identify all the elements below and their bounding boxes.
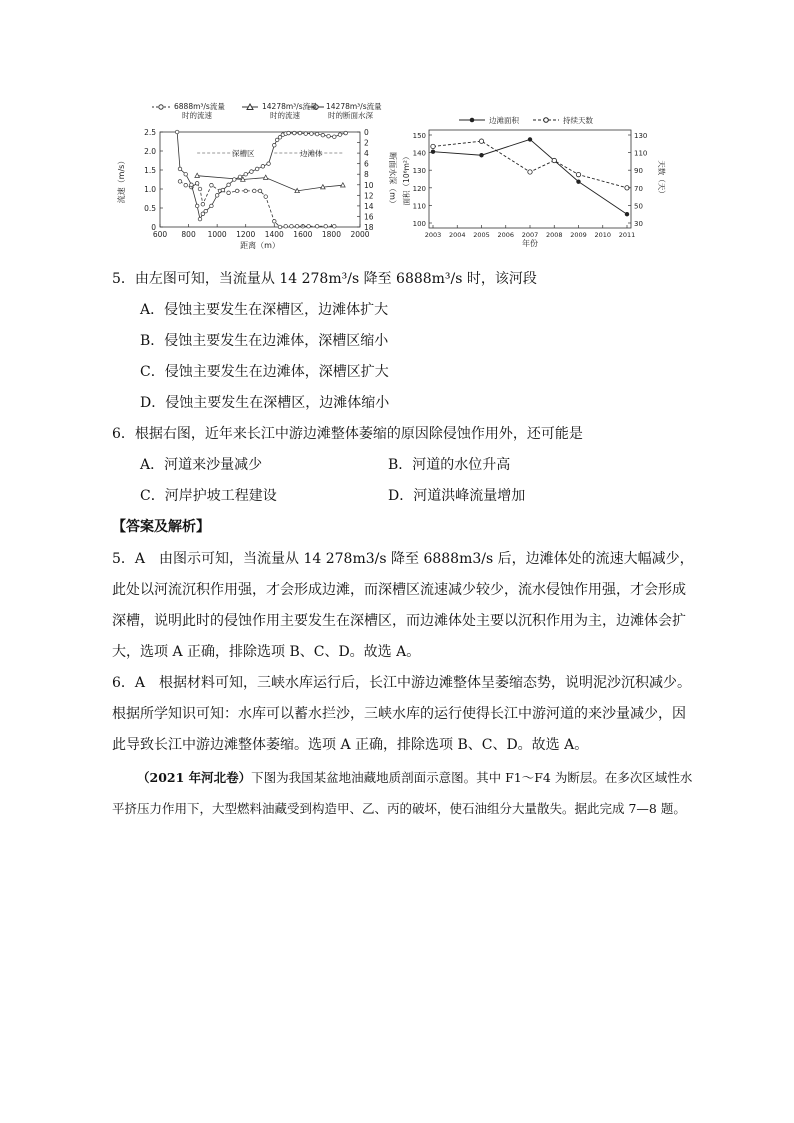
x-tick-label: 2003 <box>424 231 442 239</box>
point-flow-6888 <box>195 182 199 186</box>
y2-tick-label: 10 <box>364 180 374 190</box>
source-label: （2021 年河北卷） <box>137 770 252 785</box>
y2-tick-label: 4 <box>364 149 369 159</box>
y-tick-label: 130 <box>412 167 426 176</box>
point-depth-14278 <box>175 130 179 134</box>
point-area <box>479 153 483 157</box>
y2-tick-label: 90 <box>634 167 643 176</box>
point-days <box>576 172 580 176</box>
right-y2-label: 天数（天） <box>657 160 666 198</box>
legend-line-2: 时的断面水深 <box>328 111 373 120</box>
point-flow-6888 <box>315 224 319 228</box>
point-flow-6888 <box>307 224 311 228</box>
point-flow-6888 <box>184 183 188 187</box>
left-chart-svg <box>112 100 402 250</box>
y2-tick-label: 50 <box>634 202 643 211</box>
left-y2-label: 断面水深（m） <box>388 152 397 208</box>
y-tick-label: 140 <box>412 149 426 158</box>
point-depth-14278 <box>287 131 291 135</box>
point-flow-6888 <box>227 191 231 195</box>
x-tick-label: 1200 <box>236 230 256 239</box>
region-label-deep-trough: 深槽区 <box>232 149 255 158</box>
left-chart <box>112 100 402 250</box>
left-x-label: 距离（m） <box>240 241 280 250</box>
x-tick-label: 600 <box>152 230 168 239</box>
point-flow-6888 <box>244 189 248 193</box>
x-tick-label: 2006 <box>497 231 515 239</box>
point-depth-14278 <box>190 183 194 187</box>
point-depth-14278 <box>298 131 302 135</box>
point-depth-14278 <box>255 167 259 171</box>
answer-6: 6．A 根据材料可知，三峡水库运行后，长江中游边滩整体呈萎缩态势，说明泥沙沉积减少。根据所学知识可知：水库可以蓄水拦沙，三峡水库的运行使得长江中游河道的来沙量减少，因此导致长江中游边滩整体萎缩。选项 A 正确，排除选项 B、C、D。故选 A。 <box>112 675 692 753</box>
y2-tick-label: 8 <box>364 170 369 180</box>
point-flow-6888 <box>235 189 239 193</box>
point-flow-6888 <box>210 183 214 187</box>
y2-tick-label: 18 <box>364 223 374 232</box>
legend-line-2: 时的流速 <box>270 111 300 120</box>
point-flow-6888 <box>272 220 276 224</box>
q6-stem: 6．根据右图，近年来长江中游边滩整体萎缩的原因除侵蚀作用外，还可能是 <box>112 426 583 442</box>
point-days <box>552 158 556 162</box>
point-flow-6888 <box>198 187 202 191</box>
point-flow-6888 <box>178 180 182 184</box>
right-y-label: 面积（10⁶m²） <box>402 152 411 206</box>
point-flow-14278 <box>195 173 200 177</box>
legend-area: 边滩面积 <box>489 116 519 125</box>
q6-option-d: D．河道洪峰流量增加 <box>388 488 526 504</box>
y2-tick-label: 130 <box>634 132 648 140</box>
point-depth-14278 <box>304 132 308 136</box>
y2-tick-label: 0 <box>364 128 369 137</box>
q5-option-a: A．侵蚀主要发生在深槽区，边滩体扩大 <box>140 302 389 318</box>
point-area <box>528 137 532 141</box>
point-flow-6888 <box>258 189 262 193</box>
point-area <box>431 150 435 154</box>
point-depth-14278 <box>315 132 319 136</box>
point-depth-14278 <box>321 133 325 137</box>
y2-tick-label: 14 <box>364 201 374 211</box>
point-depth-14278 <box>344 131 348 135</box>
point-depth-14278 <box>338 133 342 137</box>
x-tick-label: 2000 <box>350 230 370 239</box>
x-tick-label: 1600 <box>293 230 313 239</box>
series-days <box>433 141 627 188</box>
region-label-side-bar: 边滩体 <box>300 149 323 158</box>
x-tick-label: 1400 <box>264 230 284 239</box>
y-tick-label: 150 <box>412 132 426 140</box>
x-tick-label: 800 <box>181 230 196 239</box>
q5-stem: 5．由左图可知，当流量从 14 278m³/s 降至 6888m³/s 时，该河段 <box>112 271 537 287</box>
x-tick-label: 2009 <box>570 231 587 239</box>
point-depth-14278 <box>250 170 254 174</box>
y2-tick-label: 6 <box>364 159 369 169</box>
point-flow-6888 <box>332 224 336 228</box>
right-plot-frame <box>429 130 631 228</box>
y-tick-label: 0.5 <box>144 204 156 213</box>
point-depth-14278 <box>292 131 296 135</box>
y-tick-label: 1.0 <box>144 185 156 194</box>
y2-tick-label: 2 <box>364 138 369 148</box>
point-flow-6888 <box>278 225 282 229</box>
point-depth-14278 <box>178 167 182 171</box>
y2-tick-label: 12 <box>364 191 374 201</box>
y-tick-label: 2.0 <box>144 147 156 156</box>
point-area <box>625 212 629 216</box>
legend-line-1: 14278m³/s流量 <box>262 102 318 111</box>
point-flow-6888 <box>201 202 205 206</box>
point-flow-6888 <box>295 224 299 228</box>
q6-option-b: B．河道的水位升高 <box>388 457 511 473</box>
point-depth-14278 <box>261 165 265 169</box>
q5-option-d: D．侵蚀主要发生在深槽区，边滩体缩小 <box>140 395 390 411</box>
left-plot-frame <box>160 132 360 227</box>
answer-5: 5．A 由图示可知，当流量从 14 278m3/s 降至 6888m3/s 后，边滩体处的流速大幅减少，此处以河流沉积作用强，才会形成边滩，而深槽区流速减少较少，流水侵蚀作用强，才会形成深槽，说明此时的侵蚀作用主要发生在深槽区，而边滩体处主要以沉积作用为主，边滩体会扩大，选项 A 正确，排除选项 B、C、D。故选 A。 <box>112 551 694 660</box>
point-depth-14278 <box>221 188 225 192</box>
point-area <box>576 179 580 183</box>
y-tick-label: 100 <box>412 220 426 228</box>
y-tick-label: 1.5 <box>144 166 156 175</box>
point-depth-14278 <box>332 135 336 139</box>
point-depth-14278 <box>210 204 214 208</box>
point-depth-14278 <box>272 143 276 147</box>
legend-days: 持续天数 <box>563 116 593 125</box>
y-tick-label: 110 <box>412 202 426 211</box>
point-flow-6888 <box>252 189 256 193</box>
x-tick-label: 2005 <box>473 231 490 239</box>
y2-tick-label: 110 <box>634 149 648 158</box>
right-x-label: 年份 <box>522 239 538 248</box>
y-tick-label: 120 <box>412 184 426 193</box>
legend-line-2: 时的流速 <box>182 111 212 120</box>
left-y-label: 流速（m/s） <box>117 156 126 204</box>
point-depth-14278 <box>310 132 314 136</box>
point-depth-14278 <box>215 194 219 198</box>
x-tick-label: 2010 <box>594 231 612 239</box>
point-days <box>479 139 483 143</box>
y2-tick-label: 30 <box>634 220 643 228</box>
series-area <box>433 139 627 214</box>
answer-heading: 【答案及解析】 <box>112 519 210 535</box>
x-tick-label: 2004 <box>448 231 466 239</box>
point-depth-14278 <box>267 162 271 166</box>
point-depth-14278 <box>238 175 242 179</box>
point-depth-14278 <box>227 183 231 187</box>
x-tick-label: 2008 <box>545 231 563 239</box>
point-flow-14278 <box>341 183 346 187</box>
point-depth-14278 <box>327 134 331 138</box>
point-days <box>528 170 532 174</box>
legend-line-1: 6888m³/s流量 <box>174 102 225 111</box>
x-tick-label: 1000 <box>207 230 227 239</box>
y2-tick-label: 16 <box>364 212 374 222</box>
point-flow-6888 <box>324 224 328 228</box>
legend-line-1: 14278m³/s流量 <box>326 102 382 111</box>
y-tick-label: 0 <box>151 223 156 232</box>
point-depth-14278 <box>195 204 199 208</box>
point-flow-6888 <box>264 195 268 199</box>
q5-option-b: B．侵蚀主要发生在边滩体，深槽区缩小 <box>140 333 389 349</box>
source-text: 下图为我国某盆地油藏地质剖面示意图。其中 F1～F4 为断层。在多次区域性水平挤压力作用下，大型燃料油藏受到构造甲、乙、丙的破坏，使石油组分大量散失。据此完成 7—8 题。 <box>112 770 693 816</box>
y2-tick-label: 70 <box>634 184 643 193</box>
x-tick-label: 2007 <box>521 231 539 239</box>
point-days <box>431 144 435 148</box>
q6-option-a: A．河道来沙量减少 <box>140 457 263 473</box>
point-depth-14278 <box>198 217 202 221</box>
point-depth-14278 <box>244 172 248 176</box>
point-flow-14278 <box>263 175 268 179</box>
right-chart-svg <box>402 112 666 250</box>
source-paragraph <box>112 762 694 824</box>
point-depth-14278 <box>204 209 208 213</box>
point-depth-14278 <box>184 172 188 176</box>
x-tick-label: 2011 <box>618 231 636 239</box>
q5-option-c: C．侵蚀主要发生在边滩体，深槽区扩大 <box>140 364 389 380</box>
y-tick-label: 2.5 <box>144 128 156 137</box>
point-flow-6888 <box>290 224 294 228</box>
point-depth-14278 <box>232 178 236 182</box>
point-flow-6888 <box>284 224 288 228</box>
right-chart <box>402 112 666 250</box>
q6-option-c: C．河岸护坡工程建设 <box>140 488 277 504</box>
x-tick-label: 1800 <box>321 230 341 239</box>
